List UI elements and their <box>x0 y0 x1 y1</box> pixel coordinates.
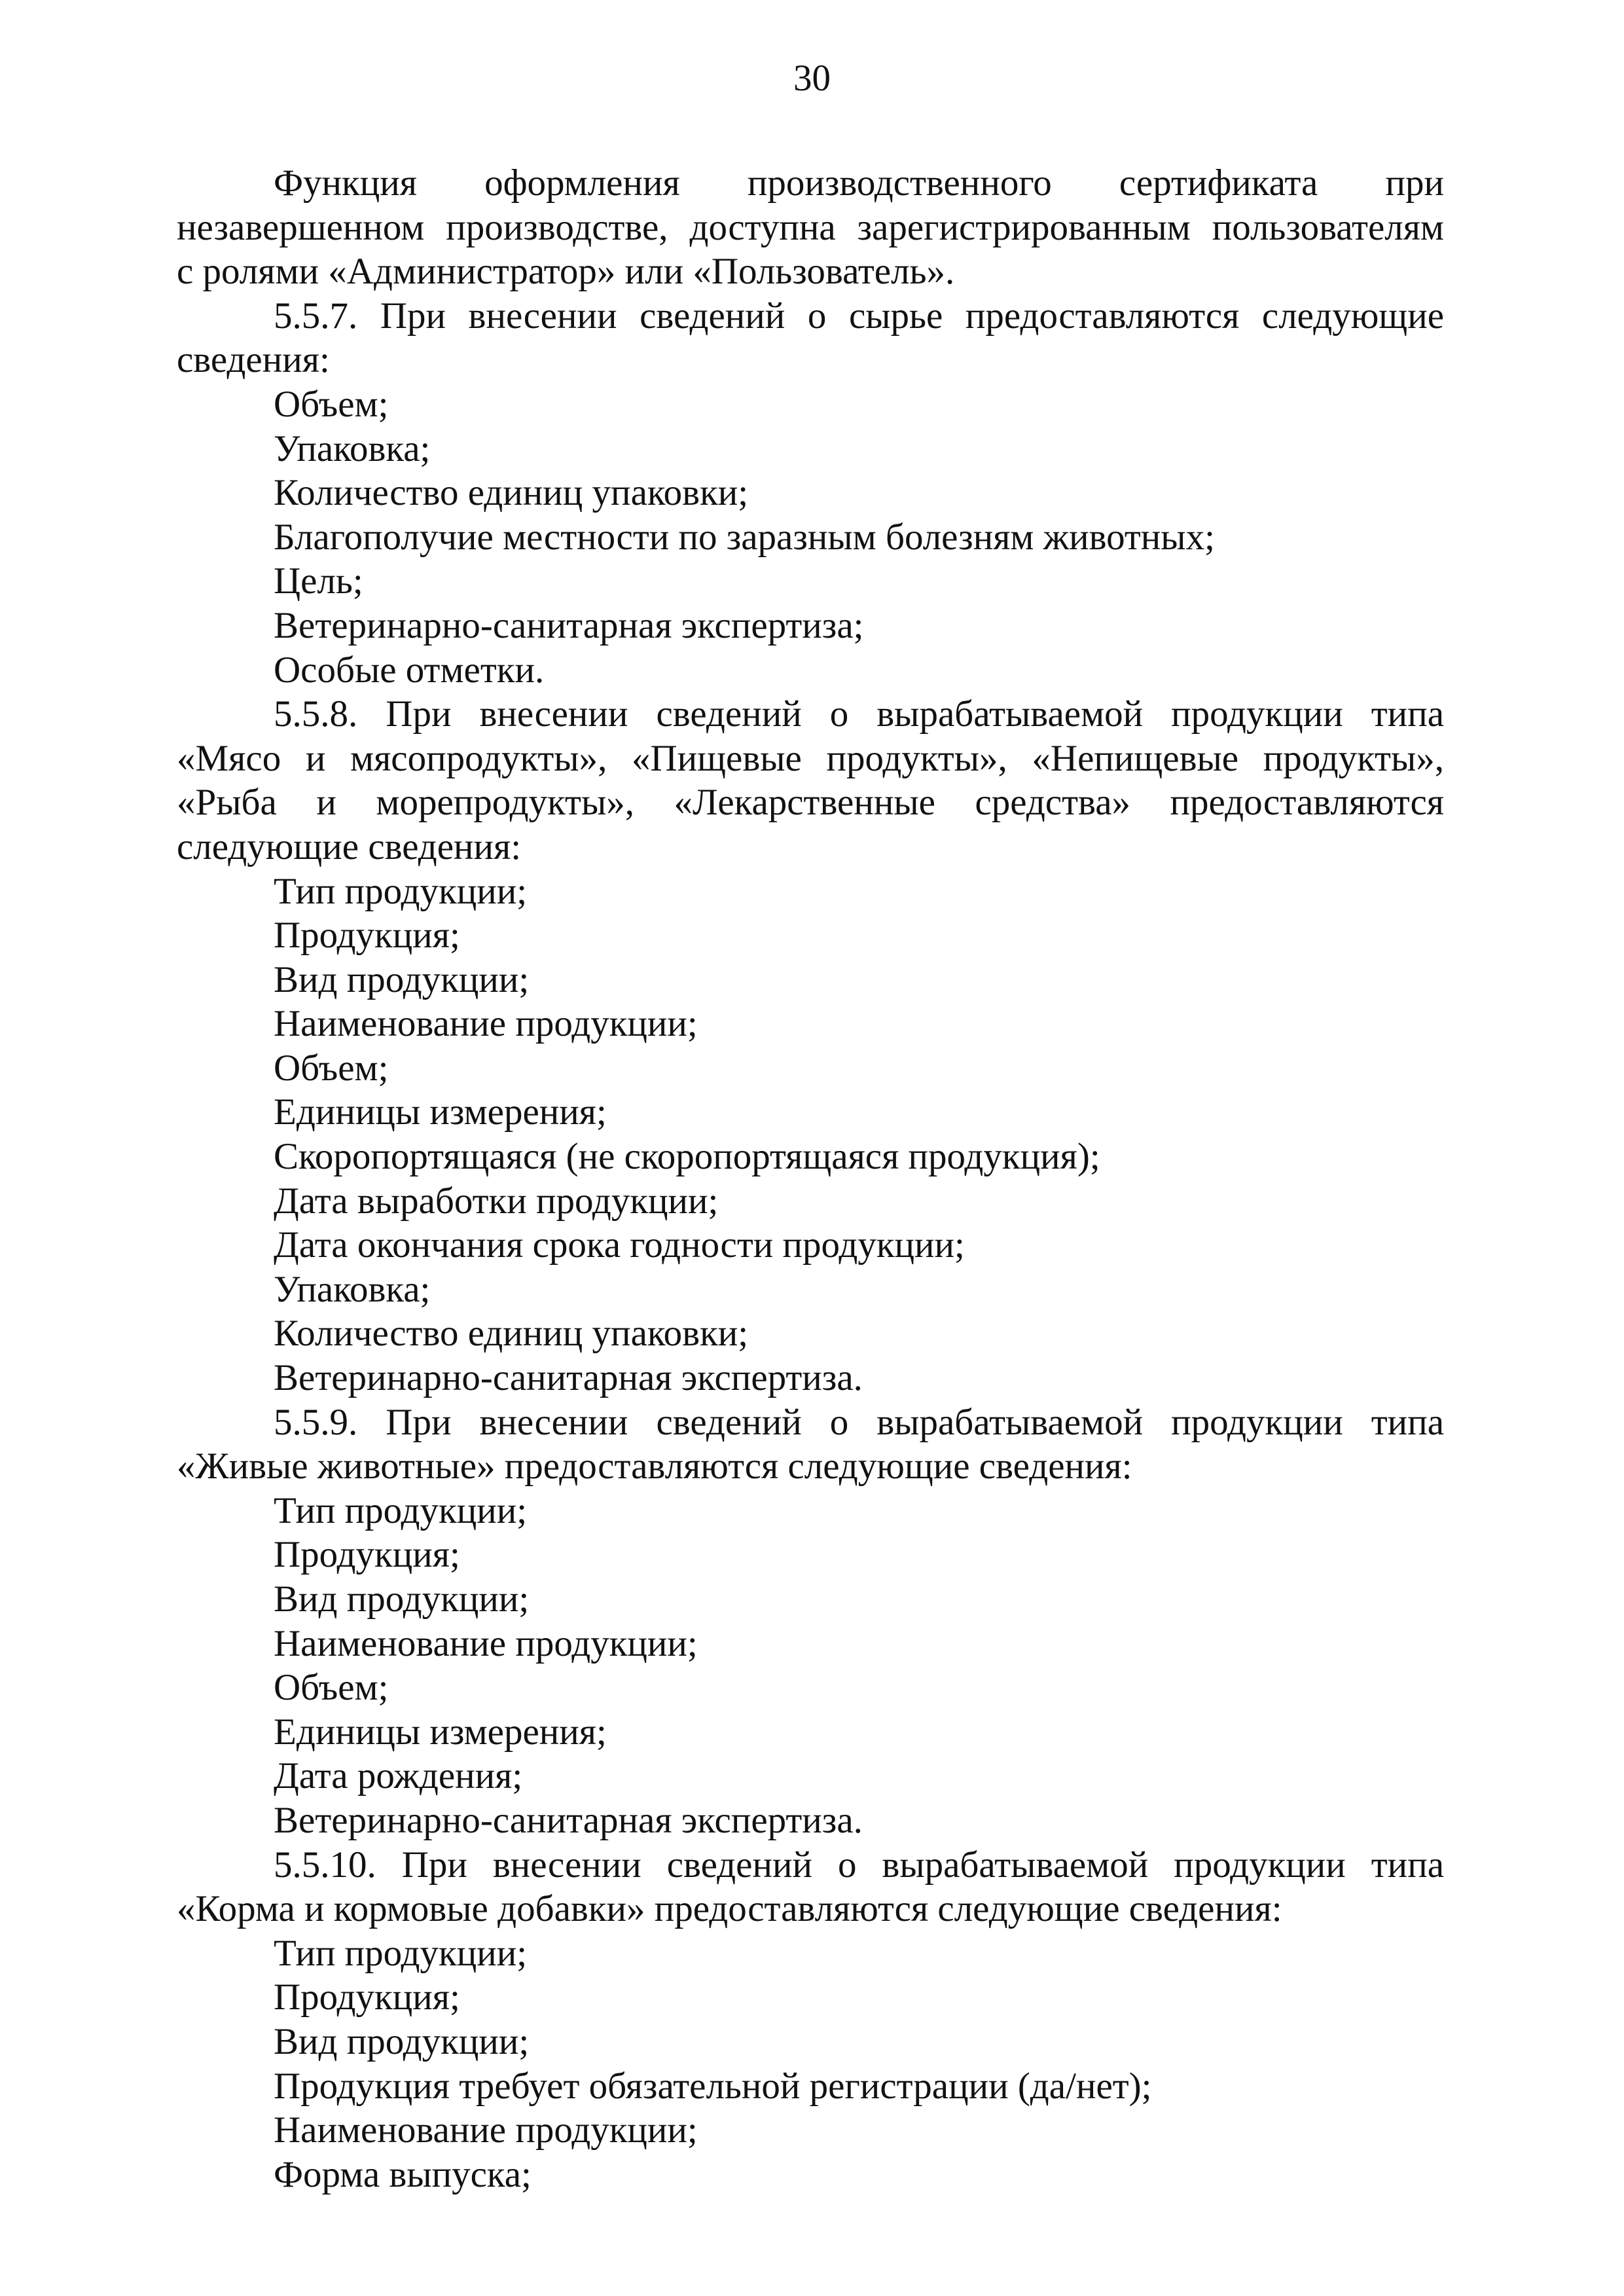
list-item: Скоропортящаяся (не скоропортящаяся продукция); <box>274 1136 1100 1178</box>
list-item: Продукция; <box>274 915 460 957</box>
list-item: Дата окончания срока годности продукции; <box>274 1224 965 1266</box>
list-item: Упаковка; <box>274 1268 431 1310</box>
list-item: Упаковка; <box>274 428 431 469</box>
list-item: Форма выпуска; <box>274 2153 532 2195</box>
list-item: Дата выработки продукции; <box>274 1180 719 1222</box>
list-item: Тип продукции; <box>274 870 528 912</box>
paragraph-line: незавершенном производстве, доступна зарегистрированным пользователям <box>177 206 1444 248</box>
paragraph-line: Функция оформления производственного сертификата при <box>274 162 1444 204</box>
list-item: Объем; <box>274 383 389 425</box>
list-item: Цель; <box>274 560 363 602</box>
paragraph-line: следующие сведения: <box>177 826 522 867</box>
paragraph-line: сведения: <box>177 339 330 381</box>
list-item: Объем; <box>274 1667 389 1709</box>
list-item: Вид продукции; <box>274 958 530 1000</box>
section-5-5-8-heading: 5.5.8. При внесении сведений о вырабатываемой продукции типа <box>274 693 1444 735</box>
list-item: Вид продукции; <box>274 1578 530 1620</box>
list-item: Благополучие местности по заразным болезням животных; <box>274 516 1215 558</box>
paragraph-line: с ролями «Администратор» или «Пользователь». <box>177 251 955 293</box>
page-body <box>177 161 1444 2196</box>
list-item: Особые отметки. <box>274 649 545 691</box>
list-item: Дата рождения; <box>274 1755 523 1797</box>
list-item: Ветеринарно-санитарная экспертиза; <box>274 604 864 646</box>
list-item: Тип продукции; <box>274 1489 528 1531</box>
list-item: Ветеринарно-санитарная экспертиза. <box>274 1357 863 1399</box>
list-item: Ветеринарно-санитарная экспертиза. <box>274 1799 863 1841</box>
section-5-5-9-heading: 5.5.9. При внесении сведений о вырабатываемой продукции типа <box>274 1401 1444 1443</box>
paragraph-line: «Рыба и морепродукты», «Лекарственные средства» предоставляются <box>177 782 1444 824</box>
list-item: Количество единиц упаковки; <box>274 472 749 514</box>
list-item: Продукция требует обязательной регистрации (да/нет); <box>274 2065 1152 2107</box>
list-item: Продукция; <box>274 1534 460 1576</box>
list-item: Единицы измерения; <box>274 1711 607 1753</box>
list-item: Наименование продукции; <box>274 1003 698 1045</box>
paragraph-line: «Корма и кормовые добавки» предоставляются следующие сведения: <box>177 1888 1282 1930</box>
list-item: Продукция; <box>274 1977 460 2018</box>
list-item: Количество единиц упаковки; <box>274 1313 749 1355</box>
paragraph-line: «Мясо и мясопродукты», «Пищевые продукты», «Непищевые продукты», <box>177 737 1444 779</box>
list-item: Единицы измерения; <box>274 1091 607 1133</box>
paragraph-line: «Живые животные» предоставляются следующие сведения: <box>177 1446 1132 1487</box>
list-item: Тип продукции; <box>274 1932 528 1974</box>
list-item: Наименование продукции; <box>274 2109 698 2151</box>
list-item: Объем; <box>274 1047 389 1089</box>
list-item: Наименование продукции; <box>274 1622 698 1664</box>
section-5-5-10-heading: 5.5.10. При внесении сведений о вырабатываемой продукции типа <box>274 1844 1444 1886</box>
page-number: 30 <box>793 58 831 99</box>
list-item: Вид продукции; <box>274 2020 530 2062</box>
section-5-5-7-heading: 5.5.7. При внесении сведений о сырье предоставляются следующие <box>274 295 1444 337</box>
